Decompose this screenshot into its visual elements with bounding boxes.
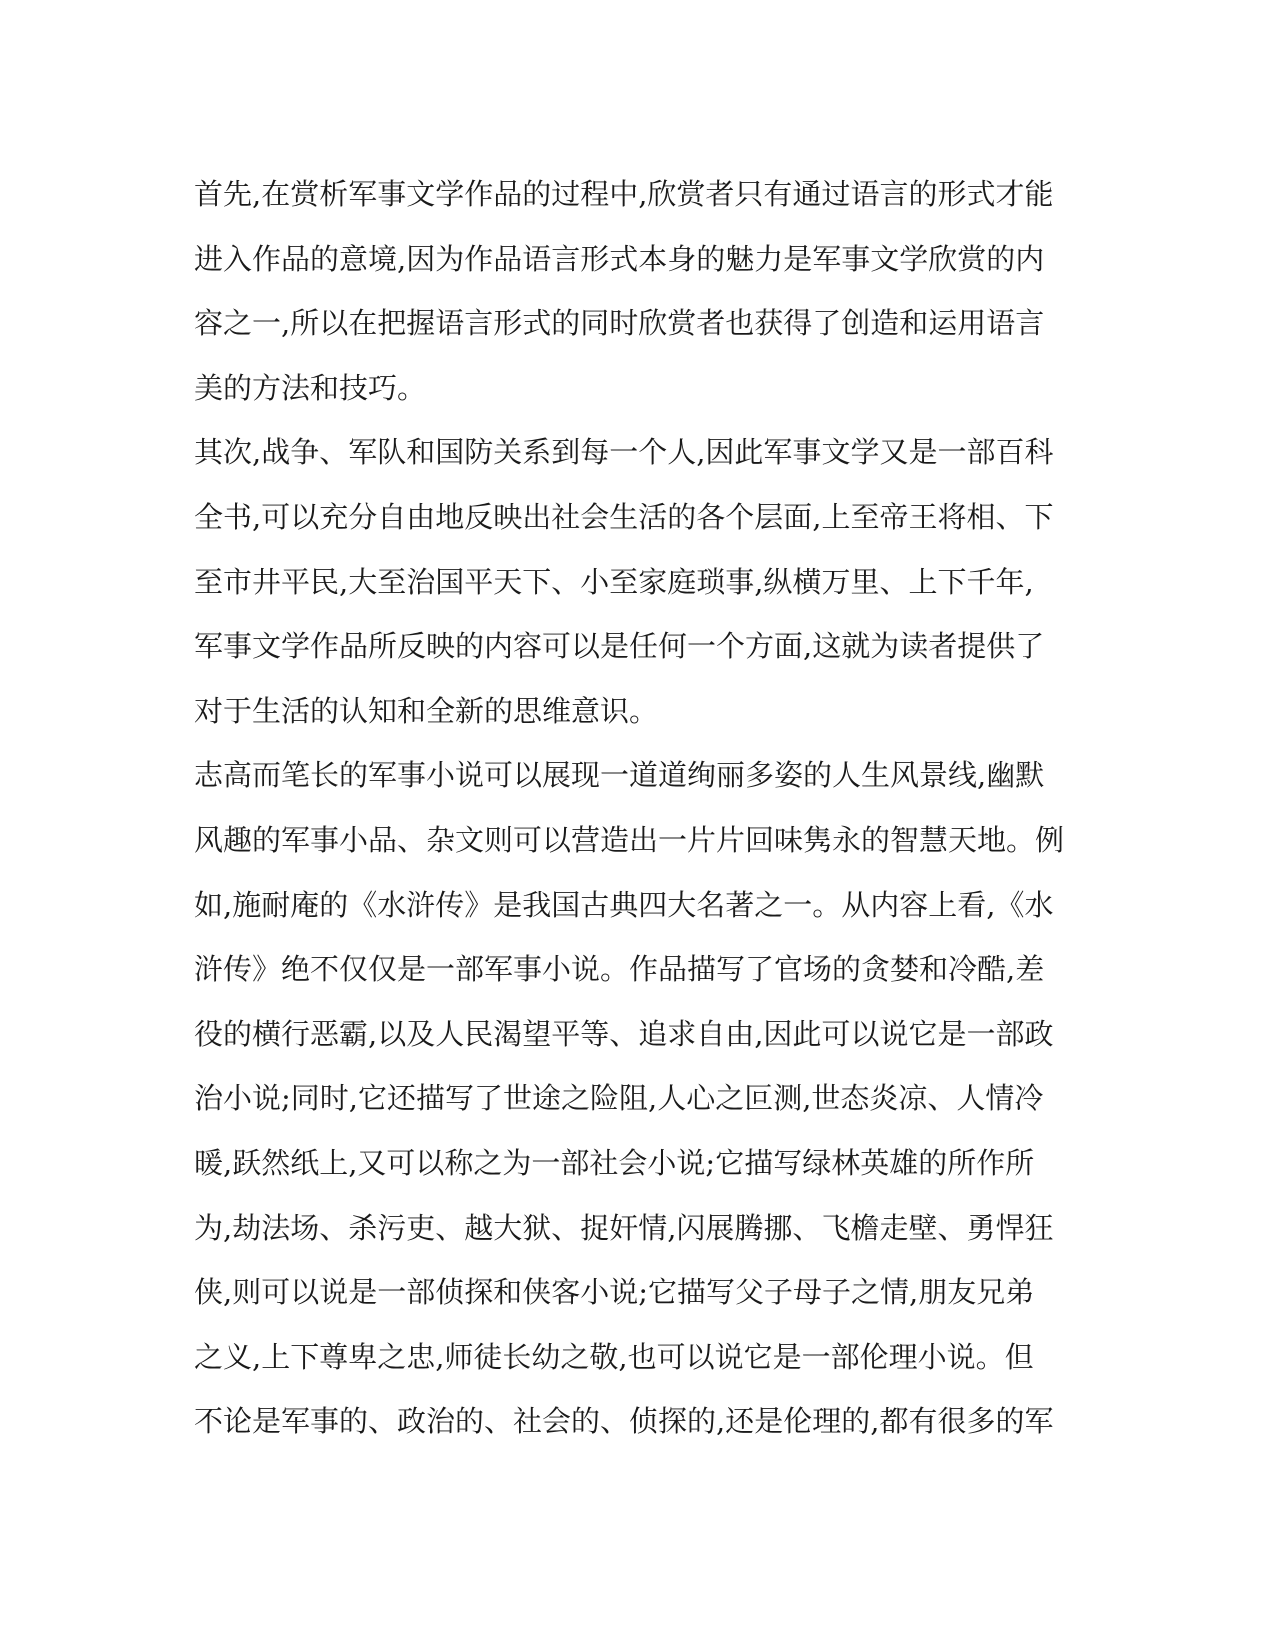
text-line: 容之一,所以在把握语言形式的同时欣赏者也获得了创造和运用语言 bbox=[194, 306, 1045, 341]
paragraph bbox=[194, 162, 1074, 420]
text-line: 为,劫法场、杀污吏、越大狱、捉奸情,闪展腾挪、飞檐走壁、勇悍狂 bbox=[194, 1210, 1054, 1245]
text-line: 首先,在赏析军事文学作品的过程中,欣赏者只有通过语言的形式才能 bbox=[194, 177, 1054, 211]
text-line: 美的方法和技巧。 bbox=[194, 370, 427, 405]
text-line: 侠,则可以说是一部侦探和侠客小说;它描写父子母子之情,朋友兄弟 bbox=[194, 1275, 1035, 1310]
text-line: 进入作品的意境,因为作品语言形式本身的魅力是军事文学欣赏的内 bbox=[194, 241, 1045, 276]
text-line: 军事文学作品所反映的内容可以是任何一个方面,这就为读者提供了 bbox=[194, 629, 1045, 664]
paragraph bbox=[194, 420, 1074, 743]
paragraph bbox=[194, 743, 1074, 1454]
text-line: 如,施耐庵的《水浒传》是我国古典四大名著之一。从内容上看,《水 bbox=[194, 887, 1054, 922]
text-line: 其次,战争、军队和国防关系到每一个人,因此军事文学又是一部百科 bbox=[194, 435, 1054, 470]
text-line: 对于生活的认知和全新的思维意识。 bbox=[194, 693, 659, 728]
text-line: 役的横行恶霸,以及人民渴望平等、追求自由,因此可以说它是一部政 bbox=[194, 1016, 1054, 1051]
text-line: 风趣的军事小品、杂文则可以营造出一片片回味隽永的智慧天地。例 bbox=[194, 822, 1065, 857]
text-line: 全书,可以充分自由地反映出社会生活的各个层面,上至帝王将相、下 bbox=[194, 499, 1054, 534]
text-line: 之义,上下尊卑之忠,师徒长幼之敬,也可以说它是一部伦理小说。但 bbox=[194, 1339, 1034, 1374]
text-line: 至市井平民,大至治国平天下、小至家庭琐事,纵横万里、上下千年, bbox=[194, 564, 1034, 599]
text-line: 志高而笔长的军事小说可以展现一道道绚丽多姿的人生风景线,幽默 bbox=[194, 758, 1045, 793]
text-line: 暖,跃然纸上,又可以称之为一部社会小说;它描写绿林英雄的所作所 bbox=[194, 1145, 1035, 1180]
text-line: 治小说;同时,它还描写了世途之险阻,人心之叵测,世态炎凉、人情冷 bbox=[194, 1081, 1044, 1116]
text-line: 浒传》绝不仅仅是一部军事小说。作品描写了官场的贪婪和冷酷,差 bbox=[194, 952, 1045, 987]
text-line: 不论是军事的、政治的、社会的、侦探的,还是伦理的,都有很多的军 bbox=[194, 1404, 1054, 1439]
document-body bbox=[194, 162, 1074, 1454]
